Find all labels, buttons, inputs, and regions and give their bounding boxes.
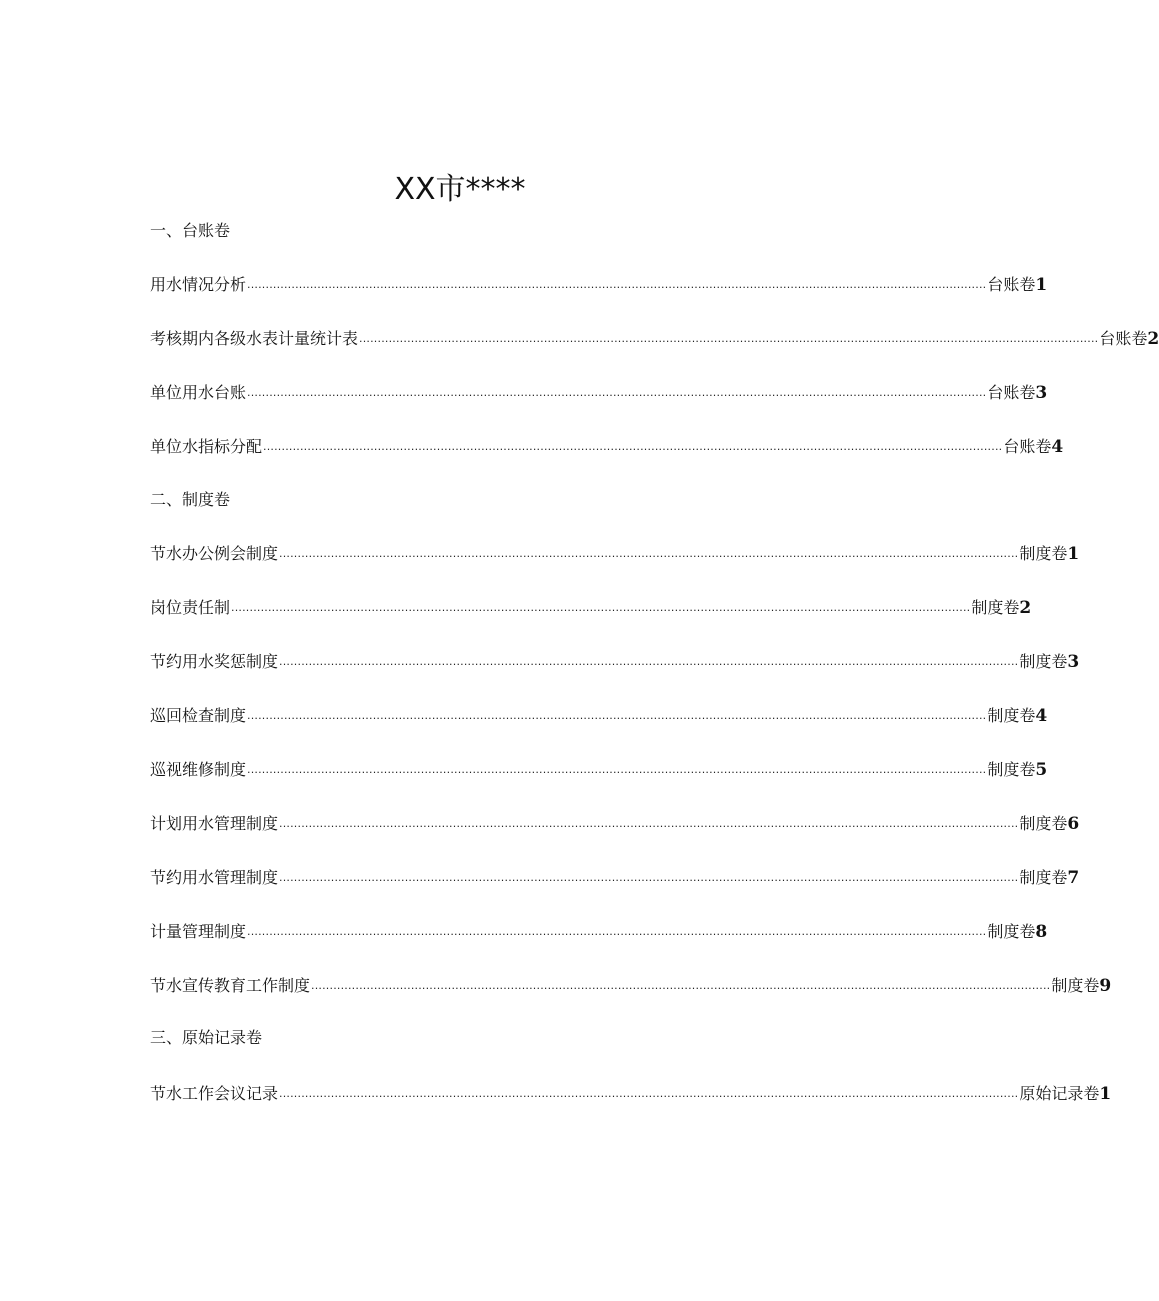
toc-entry[interactable] (150, 380, 1048, 404)
toc-entry-ref: 制度卷4 (987, 706, 1048, 726)
dot-leader: ........................................................................................................................................................................................................ (231, 601, 971, 614)
toc-entry[interactable] (150, 434, 1064, 458)
section-heading-rules: 二、制度卷 (150, 490, 231, 509)
dot-leader: ........................................................................................................................................................................................................ (359, 332, 1099, 345)
toc-entry[interactable] (150, 649, 1080, 673)
toc-entry-label: 巡视维修制度 (150, 760, 247, 779)
toc-entry[interactable] (150, 919, 1048, 943)
toc-entry-label: 计划用水管理制度 (150, 814, 279, 833)
toc-entry-label: 节约用水奖惩制度 (150, 652, 279, 671)
dot-leader: ........................................................................................................................................................................................................ (279, 655, 1019, 668)
dot-leader: ........................................................................................................................................................................................................ (247, 386, 987, 399)
toc-entry[interactable] (150, 703, 1048, 727)
dot-leader: ........................................................................................................................................................................................................ (247, 278, 987, 291)
toc-entry-ref: 台账卷1 (987, 275, 1048, 295)
toc-entry[interactable] (150, 1081, 1112, 1105)
toc-entry-ref: 台账卷2 (1099, 329, 1159, 349)
toc-entry-ref: 制度卷5 (987, 760, 1048, 780)
toc-entry[interactable] (150, 757, 1048, 781)
toc-entry[interactable] (150, 541, 1080, 565)
toc-entry[interactable] (150, 865, 1080, 889)
dot-leader: ........................................................................................................................................................................................................ (247, 709, 987, 722)
toc-entry[interactable] (150, 811, 1080, 835)
dot-leader: ........................................................................................................................................................................................................ (263, 440, 1003, 453)
toc-entry-ref: 台账卷3 (987, 383, 1048, 403)
toc-entry-ref: 制度卷1 (1019, 544, 1080, 564)
toc-entry-label: 单位水指标分配 (150, 437, 263, 456)
toc-entry-label: 节水工作会议记录 (150, 1084, 279, 1103)
section-heading-records: 三、原始记录卷 (150, 1028, 263, 1047)
toc-entry-label: 用水情况分析 (150, 275, 247, 294)
toc-entry-label: 节水宣传教育工作制度 (150, 976, 311, 995)
dot-leader: ........................................................................................................................................................................................................ (279, 1087, 1019, 1100)
dot-leader: ........................................................................................................................................................................................................ (311, 979, 1051, 992)
toc-entry[interactable] (150, 272, 1048, 296)
toc-entry-ref: 原始记录卷1 (1019, 1084, 1112, 1104)
page-title: XX市**** (394, 172, 526, 207)
toc-entry-ref: 制度卷9 (1051, 976, 1112, 996)
toc-entry-ref: 台账卷4 (1003, 437, 1064, 457)
toc-entry-label: 考核期内各级水表计量统计表 (150, 329, 359, 348)
toc-entry-ref: 制度卷3 (1019, 652, 1080, 672)
dot-leader: ........................................................................................................................................................................................................ (279, 871, 1019, 884)
toc-entry-ref: 制度卷2 (971, 598, 1032, 618)
toc-entry[interactable] (150, 973, 1112, 997)
toc-entry[interactable] (150, 326, 1159, 350)
toc-entry-label: 计量管理制度 (150, 922, 247, 941)
toc-entry-label: 岗位责任制 (150, 598, 231, 617)
dot-leader: ........................................................................................................................................................................................................ (279, 547, 1019, 560)
toc-entry-label: 节水办公例会制度 (150, 544, 279, 563)
toc-entry-ref: 制度卷8 (987, 922, 1048, 942)
dot-leader: ........................................................................................................................................................................................................ (247, 763, 987, 776)
toc-entry-ref: 制度卷7 (1019, 868, 1080, 888)
toc-entry-label: 单位用水台账 (150, 383, 247, 402)
dot-leader: ........................................................................................................................................................................................................ (279, 817, 1019, 830)
toc-entry-label: 巡回检查制度 (150, 706, 247, 725)
toc-entry[interactable] (150, 595, 1032, 619)
toc-entry-label: 节约用水管理制度 (150, 868, 279, 887)
toc-entry-ref: 制度卷6 (1019, 814, 1080, 834)
section-heading-ledger: 一、台账卷 (150, 221, 231, 240)
dot-leader: ........................................................................................................................................................................................................ (247, 925, 987, 938)
